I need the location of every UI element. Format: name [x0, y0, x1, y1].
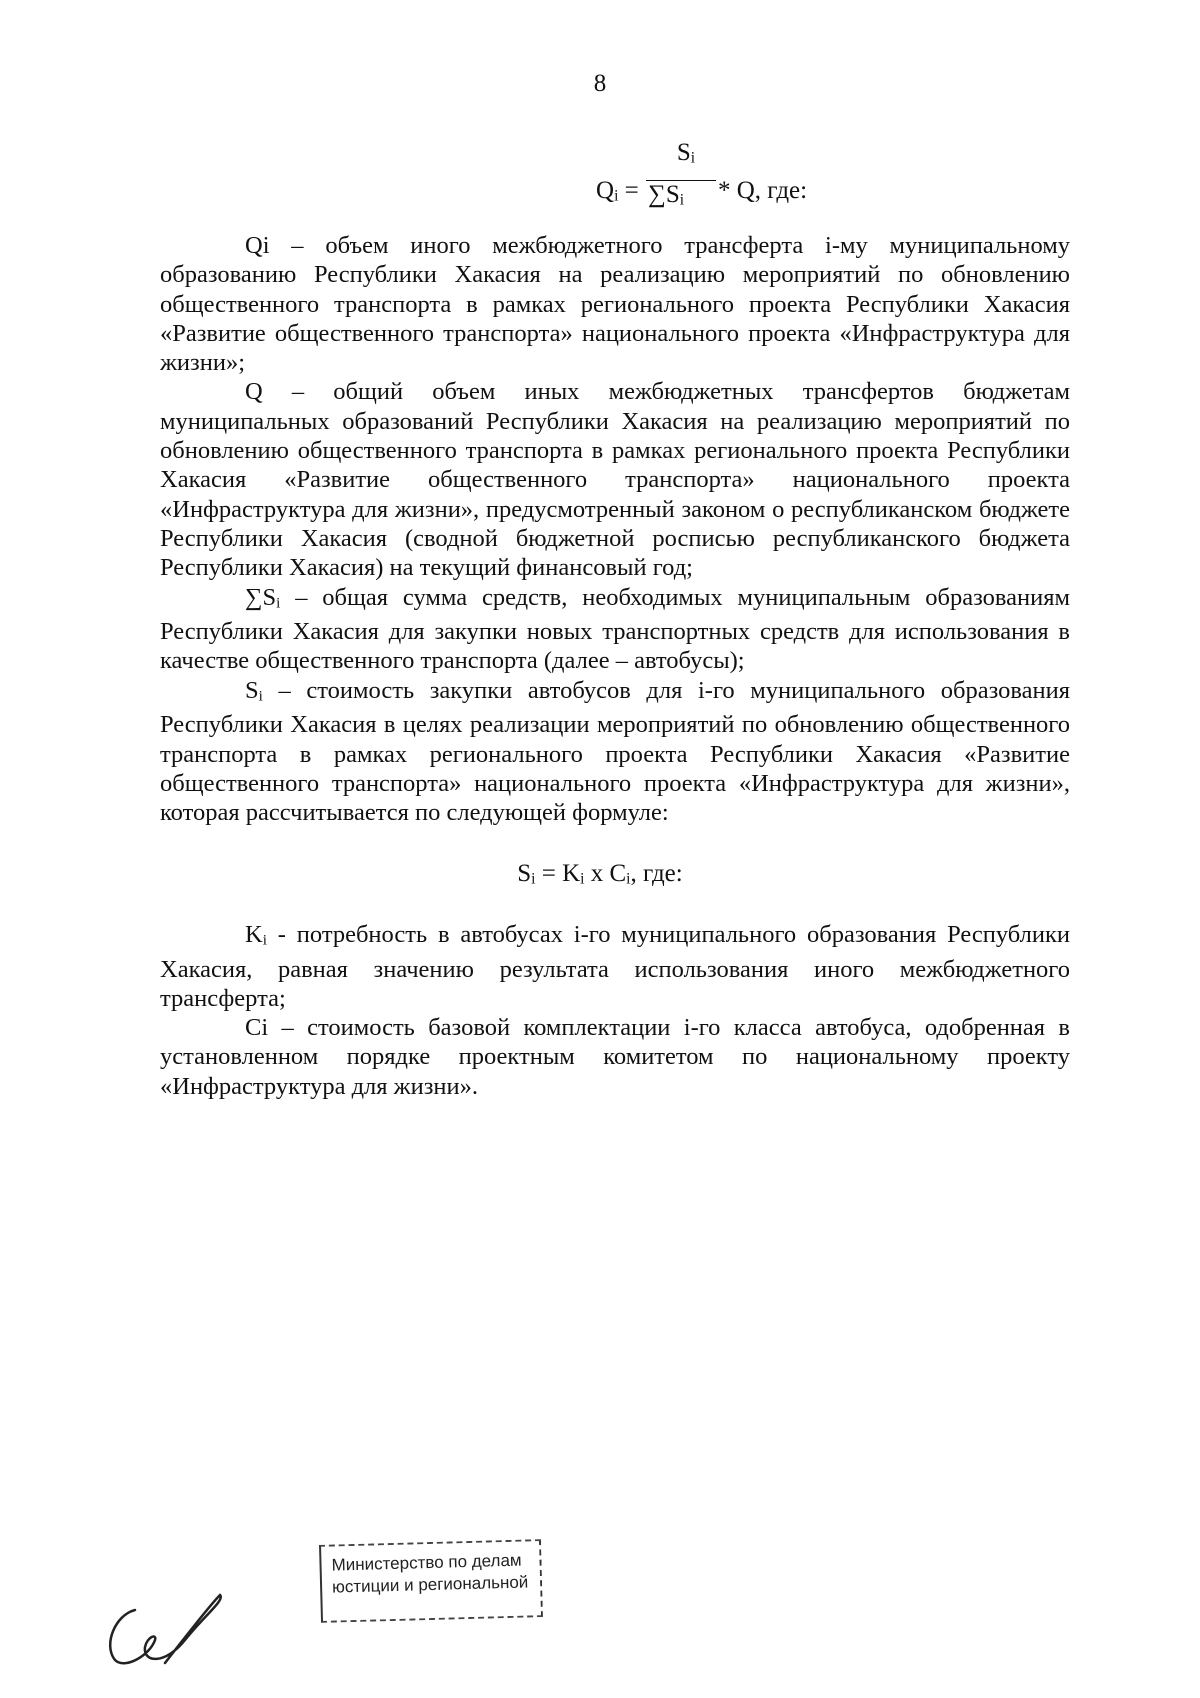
- formula-q-lhs: $Q_i$ =: [596, 177, 639, 205]
- definition-qi: Qi – объем иного межбюджетного трансферта i-му муниципальному образованию Республики Хакасия на реализацию мероприятий по обновлению общественного транспорта в рамках регионального проекта Республики Хакасия «Развитие общественного транспорта» национального проекта «Инфраструктура для жизни»;: [160, 232, 1070, 377]
- stamp-line-1: Министерство по делам: [331, 1550, 522, 1575]
- stamp-line-2: юстиции и региональной: [331, 1572, 529, 1597]
- signature: [95, 1585, 235, 1675]
- definition-sum-si: $\sum S_i$ – общая сумма средств, необходимых муниципальным образованиям Республики Хакасия для закупки новых транспортных средств для использования в качестве общественного транспорта (далее – автобусы);: [160, 583, 1070, 675]
- registration-stamp: [319, 1539, 543, 1623]
- formula-q-rhs: * Q, где:: [718, 177, 808, 204]
- definition-q: Q – общий объем иных межбюджетных трансфертов бюджетам муниципальных образований Республики Хакасия на реализацию мероприятий по обновлению общественного транспорта в рамках регионального проекта Республики Хакасия «Развитие общественного транспорта» национального проекта «Инфраструктура для жизни», предусмотренный законом о республиканском бюджете Республики Хакасия (сводной бюджетной росписью республиканского бюджета Республики Хакасия) на текущий финансовый год;: [160, 378, 1070, 582]
- definition-ki: $K_i$ - потребность в автобусах i-го муниципального образования Республики Хакасия, равная значению результата использования иного межбюджетного трансферта;: [160, 921, 1070, 1012]
- formula-s: $S_i = K_i$ x $C_i$, где:: [517, 860, 683, 888]
- definition-si: $S_i$ – стоимость закупки автобусов для i-го муниципального образования Республики Хакасия в целях реализации мероприятий по обновлению общественного транспорта в рамках регионального проекта Республики Хакасия «Развитие общественного транспорта» национального проекта «Инфраструктура для жизни», которая рассчитывается по следующей формуле:: [160, 676, 1070, 827]
- definitions-block-1: [160, 231, 1070, 827]
- definitions-block-2: [160, 920, 1070, 1101]
- formula-q-numerator: $S_i$: [676, 139, 696, 167]
- formula-q-denominator: $\sum S_i$: [648, 181, 685, 209]
- signature-stroke: [110, 1595, 221, 1663]
- definition-ci: Ci – стоимость базовой комплектации i-го класса автобуса, одобренная в установленном порядке проектным комитетом по национальному проекту «Инфраструктура для жизни».: [160, 1014, 1070, 1100]
- page-number: 8: [593, 70, 607, 97]
